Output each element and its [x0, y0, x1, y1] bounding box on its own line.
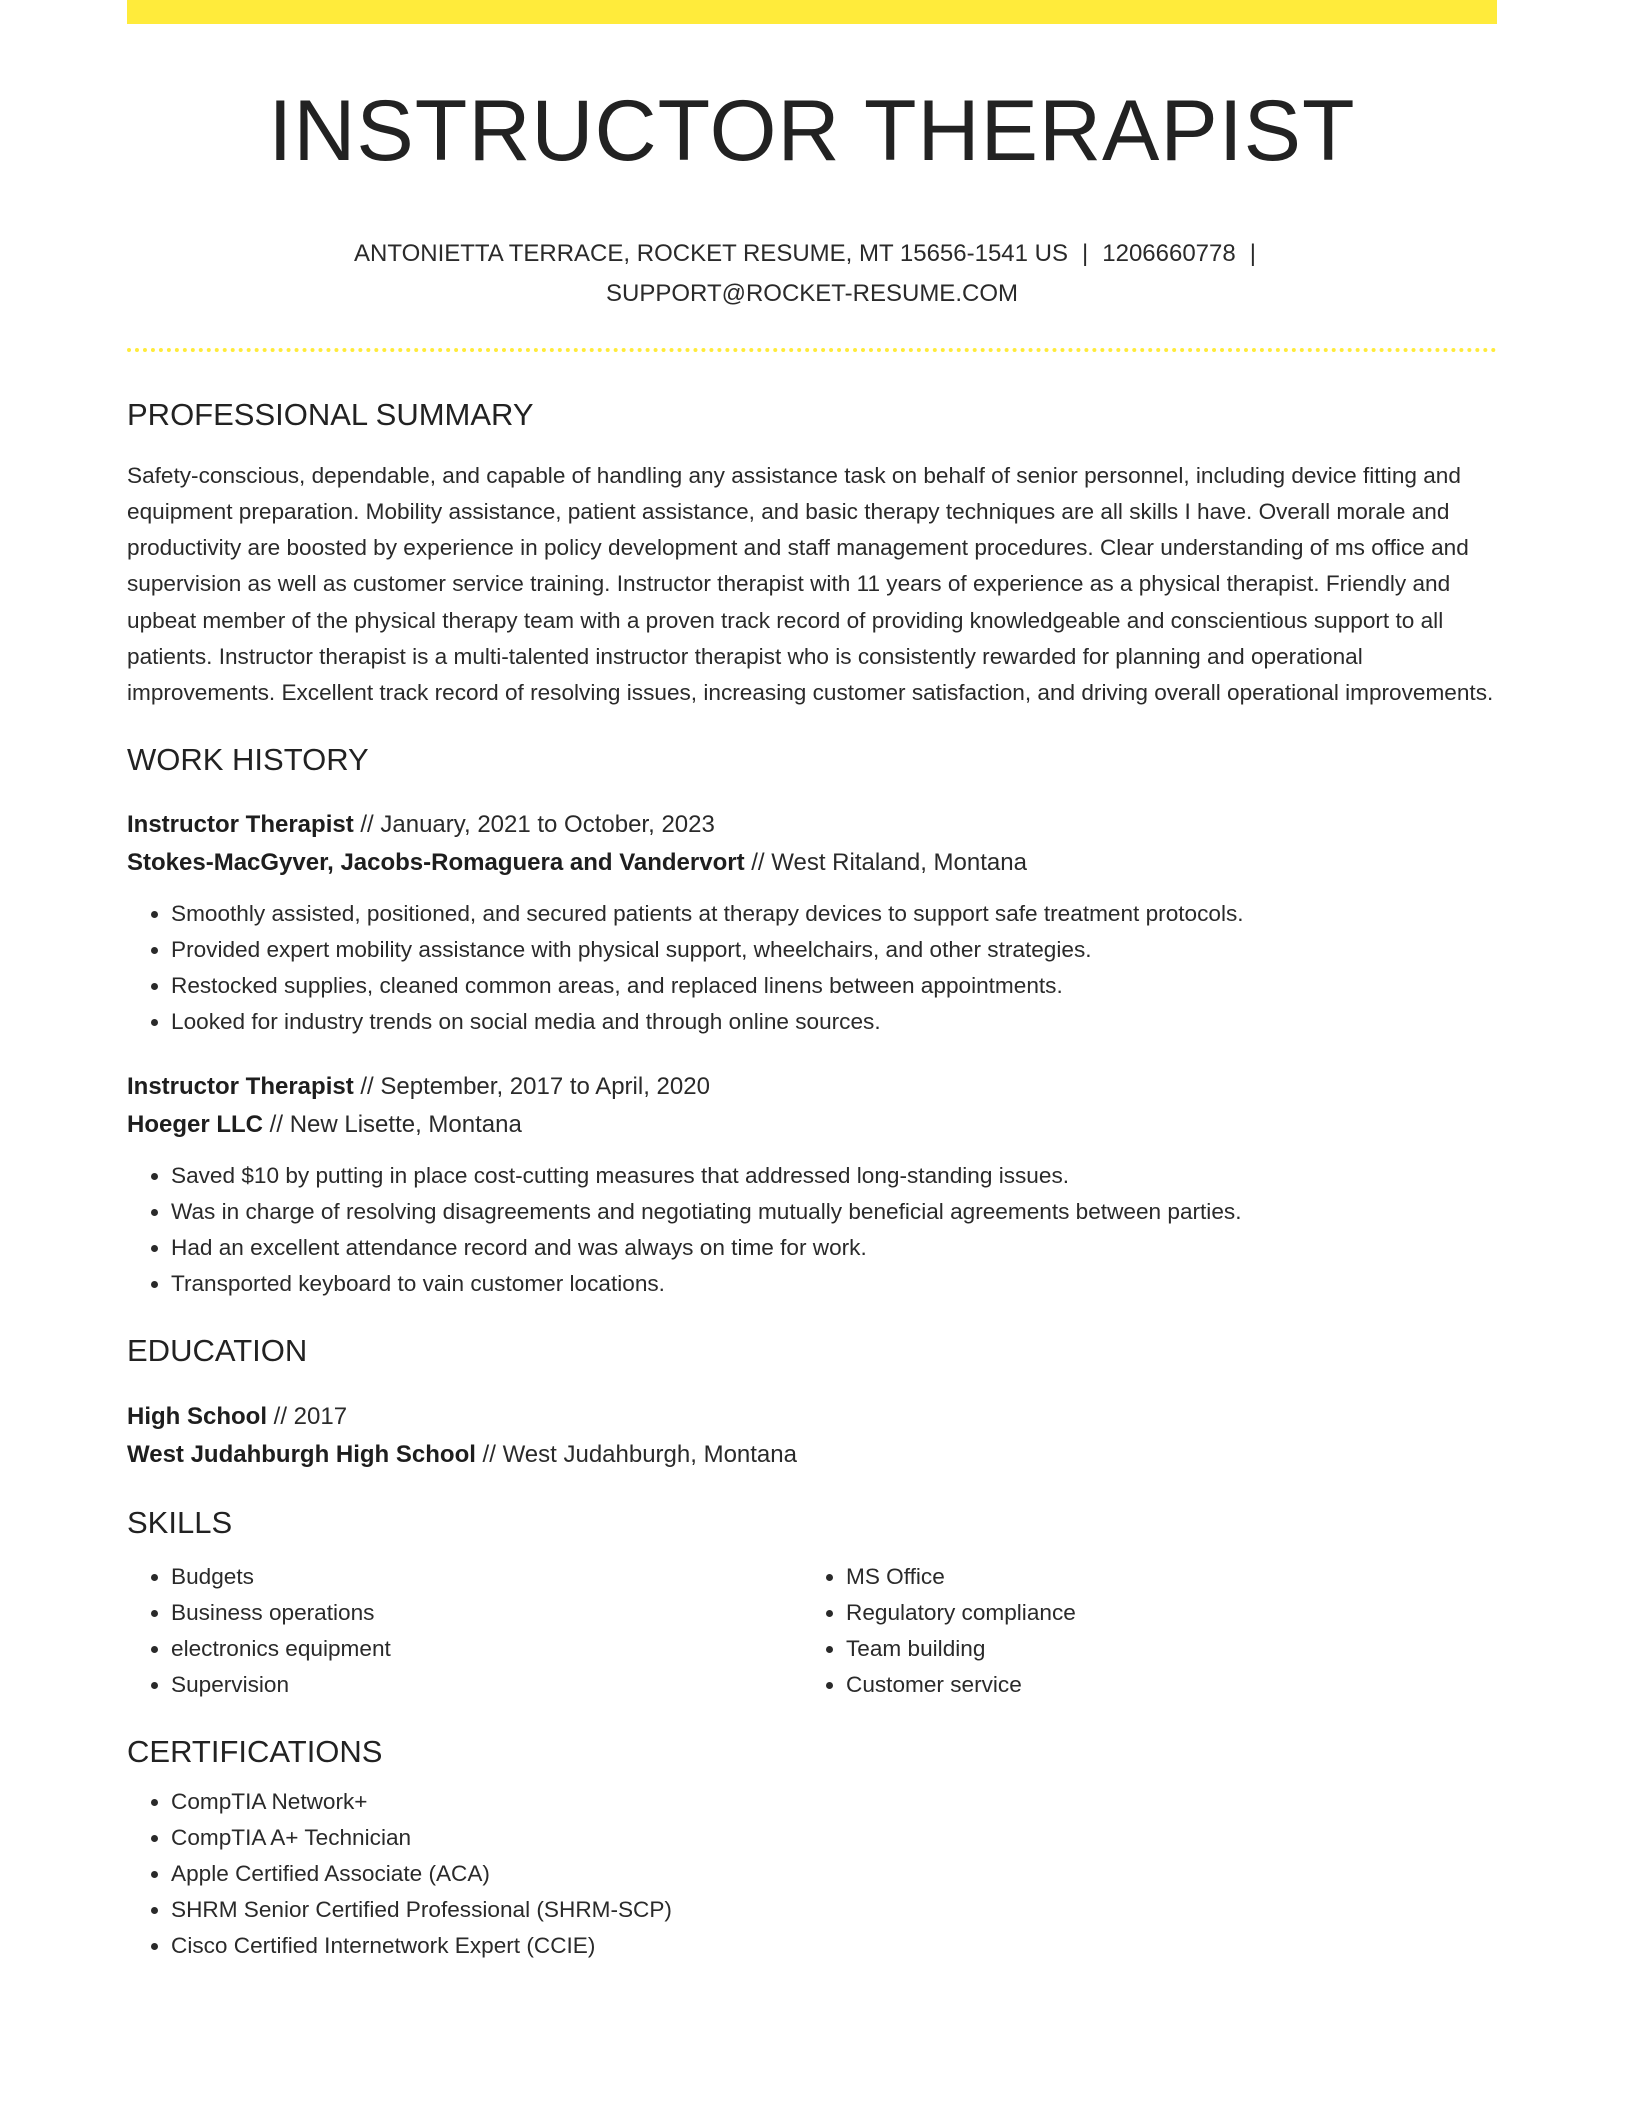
list-item: • Transported keyboard to vain customer locations. [171, 1266, 1497, 1302]
skills-heading: SKILLS [127, 1504, 233, 1540]
job-company-line [127, 1106, 1497, 1144]
work-history-heading: WORK HISTORY [127, 742, 369, 778]
certifications-list [127, 1784, 1497, 1964]
list-item: • SHRM Senior Certified Professional (SHRM-SCP) [171, 1892, 1497, 1928]
email: SUPPORT@ROCKET-RESUME.COM [606, 279, 1018, 307]
list-item: • Regulatory compliance [846, 1595, 1477, 1631]
job-title-line [127, 1068, 1497, 1106]
skills-column-right [802, 1559, 1477, 1703]
list-item: • Supervision [171, 1667, 802, 1703]
list-item: • MS Office [846, 1559, 1477, 1595]
job-dates: // January, 2021 to October, 2023 [353, 811, 715, 839]
candidate-name: INSTRUCTOR THERAPIST [268, 83, 1356, 179]
job-entry [127, 1068, 1497, 1302]
resume-page [127, 0, 1497, 1964]
list-item: • Saved $10 by putting in place cost-cutting measures that addressed long-standing issues. [171, 1158, 1497, 1194]
job-location: // New Lisette, Montana [263, 1111, 522, 1139]
list-item: • Customer service [846, 1667, 1477, 1703]
job-company: Hoeger LLC [127, 1111, 264, 1139]
list-item: • Provided expert mobility assistance with physical support, wheelchairs, and other strategies. [171, 932, 1497, 968]
list-item: • Smoothly assisted, positioned, and secured patients at therapy devices to support safe treatment protocols. [171, 896, 1497, 932]
list-item: • CompTIA A+ Technician [171, 1820, 1497, 1856]
certifications-heading: CERTIFICATIONS [127, 1733, 383, 1769]
summary-heading: PROFESSIONAL SUMMARY [127, 396, 534, 432]
job-role: Instructor Therapist [127, 811, 354, 839]
phone: 1206660778 [1102, 239, 1236, 267]
job-location: // West Ritaland, Montana [744, 849, 1027, 877]
job-role: Instructor Therapist [127, 1073, 354, 1101]
list-item: • electronics equipment [171, 1631, 802, 1667]
job-company-line [127, 844, 1497, 882]
education-school-line [127, 1436, 1497, 1474]
list-item: • CompTIA Network+ [171, 1784, 1497, 1820]
education-entry [127, 1398, 1497, 1474]
job-bullets [127, 1158, 1497, 1302]
education-degree: High School [127, 1402, 267, 1430]
skills-column-left [127, 1559, 802, 1703]
education-year: // 2017 [267, 1402, 348, 1430]
list-item: • Apple Certified Associate (ACA) [171, 1856, 1497, 1892]
job-bullets [127, 896, 1497, 1040]
list-item: • Restocked supplies, cleaned common areas, and replaced linens between appointments. [171, 968, 1497, 1004]
job-dates: // September, 2017 to April, 2020 [353, 1073, 710, 1101]
job-title-line [127, 806, 1497, 844]
contact-separator: | [1082, 239, 1089, 267]
list-item: • Cisco Certified Internetwork Expert (CCIE) [171, 1928, 1497, 1964]
address: ANTONIETTA TERRACE, ROCKET RESUME, MT 15656-1541 US [354, 239, 1069, 267]
list-item: • Team building [846, 1631, 1477, 1667]
job-company: Stokes-MacGyver, Jacobs-Romaguera and Vandervort [127, 849, 745, 877]
summary-text: Safety-conscious, dependable, and capable of handling any assistance task on behalf of senior personnel, including device fitting and equipment preparation. Mobility assistance, patient assistance, and basic therapy techniques are all skills I have. Overall morale and productivity are boosted by experience in policy development and staff management procedures. Clear understanding of ms office and supervision as well as customer service training. Instructor therapist with 11 years of experience as a physical therapist. Friendly and upbeat member of the physical therapy team with a proven track record of providing knowledgeable and conscientious support to all patients. Instructor therapist is a multi-talented instructor therapist who is consistently rewarded for planning and operational improvements. Excellent track record of resolving issues, increasing customer satisfaction, and driving overall operational improvements. [127, 462, 1494, 705]
list-item: • Had an excellent attendance record and was always on time for work. [171, 1230, 1497, 1266]
list-item: • Budgets [171, 1559, 802, 1595]
dotted-divider [127, 348, 1497, 352]
job-entry [127, 806, 1497, 1040]
education-heading: EDUCATION [127, 1333, 308, 1369]
education-location: // West Judahburgh, Montana [475, 1440, 797, 1468]
contact-info [322, 234, 1302, 314]
list-item: • Was in charge of resolving disagreements and negotiating mutually beneficial agreements between parties. [171, 1194, 1497, 1230]
list-item: • Looked for industry trends on social media and through online sources. [171, 1004, 1497, 1040]
education-degree-line [127, 1398, 1497, 1436]
education-school: West Judahburgh High School [127, 1440, 476, 1468]
list-item: • Business operations [171, 1595, 802, 1631]
skills-grid [127, 1559, 1497, 1703]
top-accent-bar [127, 0, 1497, 24]
contact-separator: | [1249, 239, 1256, 267]
